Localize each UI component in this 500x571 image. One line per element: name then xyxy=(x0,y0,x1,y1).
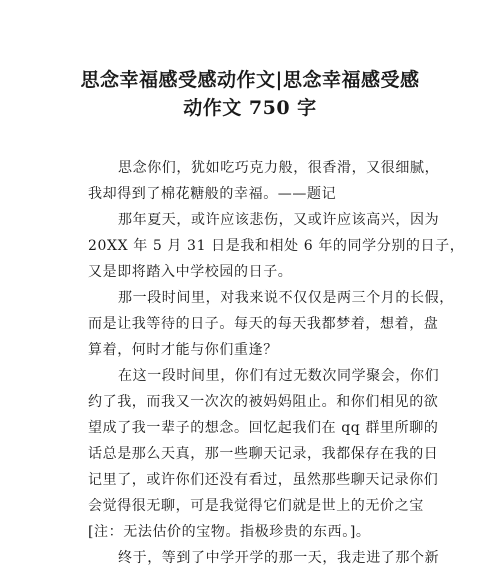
paragraph-line: 会觉得很无聊，可是我觉得它们就是世上的无价之宝 xyxy=(88,498,424,514)
paragraph-line: 话总是那么天真，那一些聊天记录，我都保存在我的日 xyxy=(88,446,439,462)
paragraph-line: 那年夏天，或许应该悲伤，又或许应该高兴，因为 xyxy=(118,212,440,228)
document-title-line-1: 思念幸福感受感动作文|思念幸福感受感 xyxy=(80,69,420,91)
paragraph-line: 算着，何时才能与你们重逢？ xyxy=(88,342,278,358)
paragraph-line: 记里了，或许你们还没有看过，虽然那些聊天记录你们 xyxy=(88,472,439,488)
paragraph-line: 约了我，而我又一次次的被妈妈阻止。和你们相见的欲 xyxy=(88,394,439,410)
document-title-line-2: 动作文 750 字 xyxy=(183,97,317,119)
paragraph-line: 而是让我等待的日子。每天的每天我都梦着，想着，盘 xyxy=(88,316,439,332)
paragraph-line: 思念你们，犹如吃巧克力般，很香滑，又很细腻， xyxy=(118,160,440,176)
paragraph-line: 望成了我一辈子的想念。回忆起我们在 qq 群里所聊的 xyxy=(88,420,439,436)
paragraph-line: 在这一段时间里，你们有过无数次同学聚会，你们 xyxy=(118,368,440,384)
paragraph-line: 20XX 年 5 月 31 日是我和相处 6 年的同学分别的日子， xyxy=(88,238,465,254)
paragraph-line: 那一段时间里，对我来说不仅仅是两三个月的长假， xyxy=(118,290,454,306)
paragraph-line: 终于，等到了中学开学的那一天，我走进了那个新 xyxy=(118,550,440,566)
paragraph-line: [注：无法估价的宝物。指极珍贵的东西。]。 xyxy=(88,524,371,540)
paragraph-line: 我却得到了棉花糖般的幸福。——题记 xyxy=(88,186,337,202)
paragraph-line: 又是即将踏入中学校园的日子。 xyxy=(88,264,293,280)
